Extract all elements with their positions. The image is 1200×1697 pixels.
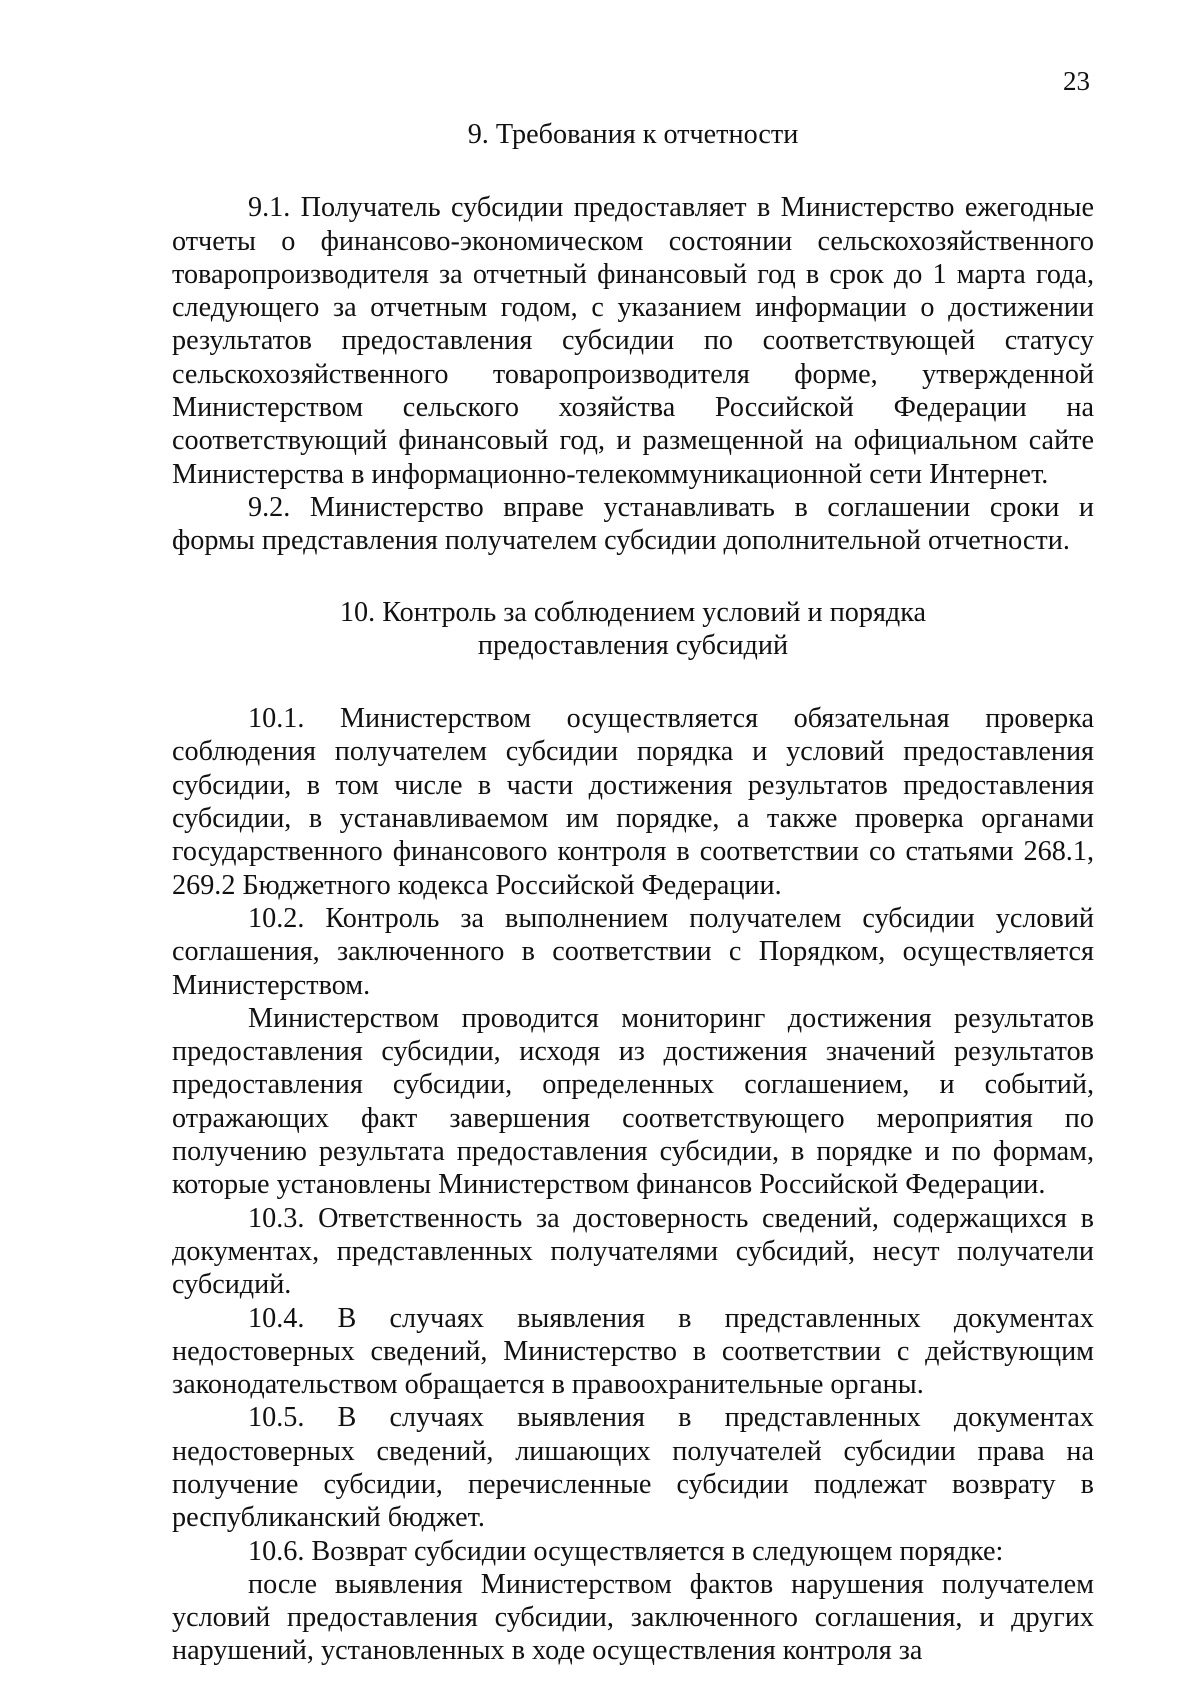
page-number: 23 <box>1063 66 1090 96</box>
section-10-heading <box>172 596 1094 663</box>
section-10-heading-line-1: 10. Контроль за соблюдением условий и порядка <box>339 596 927 628</box>
paragraph-9-1: 9.1. Получатель субсидии предоставляет в Министерство ежегодные отчеты о финансово-экономическом состоянии сельскохозяйственного товаропроизводителя за отчетный финансовый год в срок до 1 марта года, следующего за отчетным годом, с указанием информации о достижении результатов предоставления субсидии по соответствующей статусу сельскохозяйственного товаропроизводителя форме, утвержденной Министерством сельского хозяйства Российской Федерации на соответствующий финансовый год, и размещенной на официальном сайте Министерства в информационно-телекоммуникационной сети Интернет. <box>172 192 1094 490</box>
paragraph-10-6: 10.6. Возврат субсидии осуществляется в следующем порядке: <box>248 1535 1004 1567</box>
paragraph-monitoring: Министерством проводится мониторинг достижения результатов предоставления субсидии, исходя из достижения значений результатов предоставления субсидии, определенных соглашением, и событий, отражающих факт завершения соответствующего мероприятия по получению результата предоставления субсидии, в порядке и по формам, которые установлены Министерством финансов Российской Федерации. <box>172 1002 1094 1201</box>
document-body <box>172 118 1094 1668</box>
paragraph-return-procedure: после выявления Министерством фактов нарушения получателем условий предоставления субсидии, заключенного соглашения, и других нарушений, установленных в ходе осуществления контроля за <box>172 1568 1094 1667</box>
section-9-heading: 9. Требования к отчетности <box>467 119 799 150</box>
paragraph-10-4: 10.4. В случаях выявления в представленных документах недостоверных сведений, Министерство в соответствии с действующим законодательством обращается в правоохранительные органы. <box>172 1302 1094 1401</box>
section-10-heading-line-2: предоставления субсидий <box>477 629 789 661</box>
paragraph-10-5: 10.5. В случаях выявления в представленных документах недостоверных сведений, лишающих получателей субсидии права на получение субсидии, перечисленные субсидии подлежат возврату в республиканский бюджет. <box>172 1402 1094 1534</box>
paragraph-10-2: 10.2. Контроль за выполнением получателем субсидии условий соглашения, заключенного в соответствии с Порядком, осуществляется Министерством. <box>172 902 1094 1001</box>
paragraph-9-2: 9.2. Министерство вправе устанавливать в соглашении сроки и формы представления получателем субсидии дополнительной отчетности. <box>172 491 1094 557</box>
paragraph-10-3: 10.3. Ответственность за достоверность сведений, содержащихся в документах, представленных получателями субсидий, несут получатели субсидий. <box>172 1202 1094 1301</box>
paragraph-10-1: 10.1. Министерством осуществляется обязательная проверка соблюдения получателем субсидии порядка и условий предоставления субсидии, в том числе в части достижения результатов предоставления субсидии, в устанавливаемом им порядке, а также проверка органами государственного финансового контроля в соответствии со статьями 268.1, 269.2 Бюджетного кодекса Российской Федерации. <box>172 703 1094 901</box>
